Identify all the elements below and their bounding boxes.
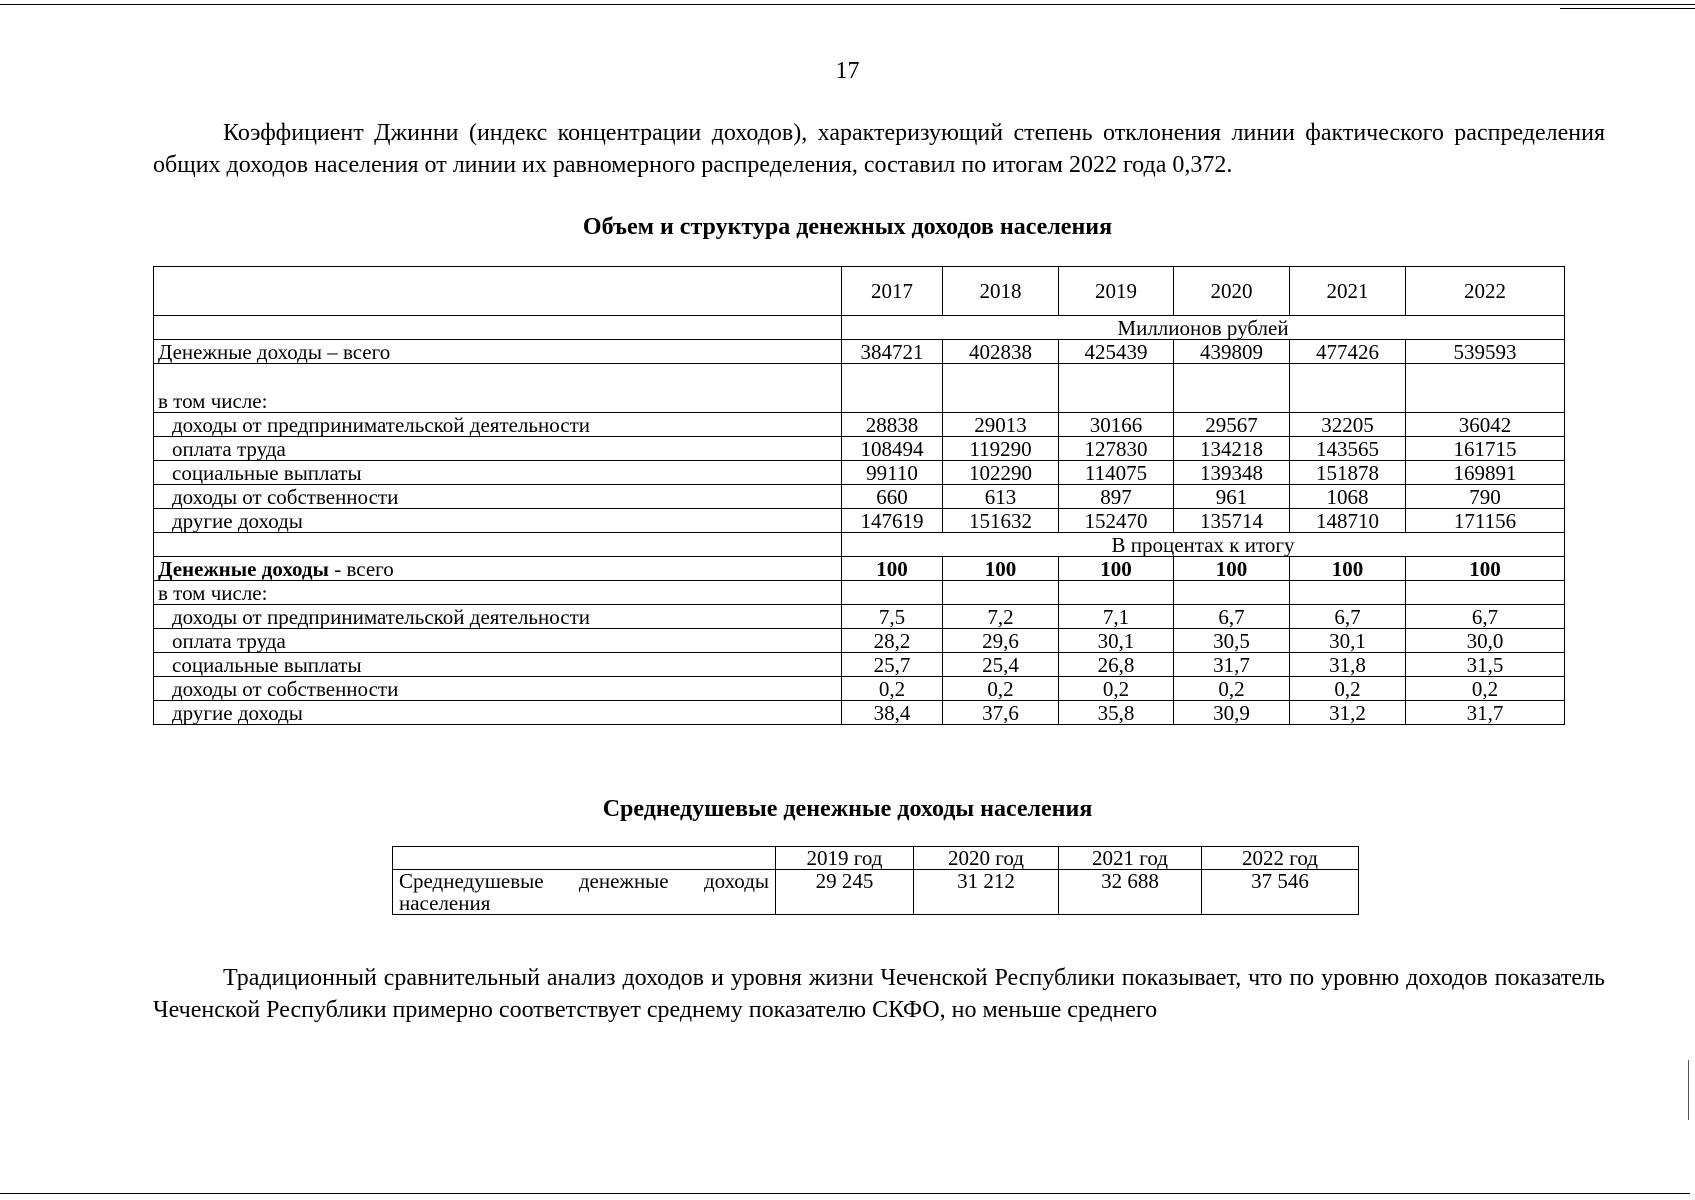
- bottom-scan-line: [0, 1193, 1690, 1194]
- value-cell: 35,8: [1059, 701, 1174, 725]
- unit-millions: Миллионов рублей: [842, 316, 1565, 340]
- value-cell: 139348: [1174, 461, 1290, 485]
- value-cell: 790: [1406, 485, 1565, 509]
- row-label: Среднедушевые денежные доходы населения: [393, 870, 776, 915]
- table-row: [154, 461, 1565, 485]
- unit-label-cell: [154, 533, 842, 557]
- value-cell: 119290: [943, 437, 1059, 461]
- value-cell: 29567: [1174, 413, 1290, 437]
- page-number: 17: [835, 58, 860, 84]
- year-header: 2019 год: [776, 847, 914, 870]
- value-cell: 6,7: [1174, 605, 1290, 629]
- value-cell: 31,5: [1406, 653, 1565, 677]
- row-label: социальные выплаты: [154, 461, 842, 485]
- value-cell: 7,5: [842, 605, 943, 629]
- value-cell: 108494: [842, 437, 943, 461]
- empty-cell: [1290, 581, 1406, 605]
- empty-cell: [1174, 364, 1290, 413]
- value-cell: 539593: [1406, 340, 1565, 364]
- table-row: [154, 653, 1565, 677]
- empty-cell: [1406, 364, 1565, 413]
- value-cell: 30,5: [1174, 629, 1290, 653]
- value-cell: 6,7: [1290, 605, 1406, 629]
- income-structure-table: [153, 266, 1565, 725]
- value-cell: 102290: [943, 461, 1059, 485]
- table-row: [154, 701, 1565, 725]
- year-header: 2018: [943, 267, 1059, 316]
- year-header: 2022: [1406, 267, 1565, 316]
- row-label: социальные выплаты: [154, 653, 842, 677]
- table-header-row: [154, 267, 1565, 316]
- table-row: [154, 581, 1565, 605]
- unit-row: [154, 316, 1565, 340]
- year-header: 2020 год: [914, 847, 1059, 870]
- value-cell: 148710: [1290, 509, 1406, 533]
- intro-paragraph: [153, 117, 1605, 181]
- value-cell: 100: [1290, 557, 1406, 581]
- value-cell: 30166: [1059, 413, 1174, 437]
- value-cell: 114075: [1059, 461, 1174, 485]
- empty-cell: [943, 364, 1059, 413]
- value-cell: 36042: [1406, 413, 1565, 437]
- value-cell: 100: [1174, 557, 1290, 581]
- closing-paragraph-text: Традиционный сравнительный анализ доходов и уровня жизни Чеченской Республики показывает, что по уровню доходов показатель Чеченской Республики примерно соответствует среднему показателю СКФО, но меньше среднего: [153, 965, 1605, 1023]
- table-row: [154, 557, 1565, 581]
- value-cell: 26,8: [1059, 653, 1174, 677]
- value-cell: 0,2: [1290, 677, 1406, 701]
- row-label: в том числе:: [154, 581, 842, 605]
- value-cell: 29013: [943, 413, 1059, 437]
- value-cell: 25,7: [842, 653, 943, 677]
- row-label: другие доходы: [154, 509, 842, 533]
- table-row: [154, 629, 1565, 653]
- value-cell: 1068: [1290, 485, 1406, 509]
- unit-label-cell: [154, 316, 842, 340]
- value-cell: 30,1: [1059, 629, 1174, 653]
- unit-percent: В процентах к итогу: [842, 533, 1565, 557]
- empty-cell: [943, 581, 1059, 605]
- value-cell: 425439: [1059, 340, 1174, 364]
- row-label: доходы от собственности: [154, 485, 842, 509]
- value-cell: 31,8: [1290, 653, 1406, 677]
- row-label: оплата труда: [154, 437, 842, 461]
- table-row: [154, 485, 1565, 509]
- year-header: 2021 год: [1059, 847, 1202, 870]
- table-row: [154, 413, 1565, 437]
- value-cell: 25,4: [943, 653, 1059, 677]
- value-cell: 29,6: [943, 629, 1059, 653]
- value-cell: 151632: [943, 509, 1059, 533]
- year-header: 2020: [1174, 267, 1290, 316]
- row-label: Денежные доходы – всего: [154, 340, 842, 364]
- value-cell: 7,1: [1059, 605, 1174, 629]
- value-cell: 32205: [1290, 413, 1406, 437]
- value-cell: 135714: [1174, 509, 1290, 533]
- row-label: [154, 557, 842, 581]
- year-header: 2022 год: [1202, 847, 1359, 870]
- table-row: [154, 509, 1565, 533]
- table-row: [154, 340, 1565, 364]
- value-cell: 0,2: [943, 677, 1059, 701]
- value-cell: 31,7: [1174, 653, 1290, 677]
- value-cell: 100: [842, 557, 943, 581]
- value-cell: 28,2: [842, 629, 943, 653]
- table-row: [154, 677, 1565, 701]
- value-cell: 31,2: [1290, 701, 1406, 725]
- intro-paragraph-text: Коэффициент Джинни (индекс концентрации доходов), характеризующий степень отклонения линии фактического распределения общих доходов населения от линии их равномерного распределения, составил по итогам 2022 года 0,372.: [153, 120, 1605, 178]
- value-cell: 30,9: [1174, 701, 1290, 725]
- value-cell: 29 245: [776, 870, 914, 915]
- value-cell: 99110: [842, 461, 943, 485]
- value-cell: 134218: [1174, 437, 1290, 461]
- value-cell: 169891: [1406, 461, 1565, 485]
- value-cell: 0,2: [1059, 677, 1174, 701]
- value-cell: 30,1: [1290, 629, 1406, 653]
- value-cell: 143565: [1290, 437, 1406, 461]
- header-corner-cell: [154, 267, 842, 316]
- value-cell: 613: [943, 485, 1059, 509]
- year-header: 2017: [842, 267, 943, 316]
- header-corner-cell: [393, 847, 776, 870]
- year-header: 2019: [1059, 267, 1174, 316]
- value-cell: 37,6: [943, 701, 1059, 725]
- value-cell: 660: [842, 485, 943, 509]
- table-row: [154, 364, 1565, 413]
- value-cell: 37 546: [1202, 870, 1359, 915]
- value-cell: 38,4: [842, 701, 943, 725]
- table-header-row: [393, 847, 1359, 870]
- value-cell: 384721: [842, 340, 943, 364]
- value-cell: 31,7: [1406, 701, 1565, 725]
- table2-title: Среднедушевые денежные доходы населения: [602, 796, 1093, 822]
- top-scan-line: [0, 4, 1695, 5]
- value-cell: 6,7: [1406, 605, 1565, 629]
- value-cell: 127830: [1059, 437, 1174, 461]
- value-cell: 100: [1059, 557, 1174, 581]
- row-label: в том числе:: [154, 364, 842, 413]
- value-cell: 961: [1174, 485, 1290, 509]
- value-cell: 151878: [1290, 461, 1406, 485]
- year-header: 2021: [1290, 267, 1406, 316]
- scan-edge-mark: [1688, 1060, 1689, 1120]
- top-scan-line-2: [1560, 8, 1695, 9]
- value-cell: 7,2: [943, 605, 1059, 629]
- row-label: оплата труда: [154, 629, 842, 653]
- empty-cell: [1290, 364, 1406, 413]
- value-cell: 0,2: [1406, 677, 1565, 701]
- empty-cell: [1059, 364, 1174, 413]
- value-cell: 477426: [1290, 340, 1406, 364]
- row-label-rest: - всего: [328, 556, 394, 581]
- value-cell: 897: [1059, 485, 1174, 509]
- value-cell: 439809: [1174, 340, 1290, 364]
- value-cell: 171156: [1406, 509, 1565, 533]
- row-label: доходы от предпринимательской деятельности: [154, 413, 842, 437]
- table1-title: Объем и структура денежных доходов населения: [582, 214, 1113, 240]
- table-row: [393, 870, 1359, 915]
- empty-cell: [1174, 581, 1290, 605]
- closing-paragraph: [153, 962, 1605, 1026]
- row-label: доходы от предпринимательской деятельности: [154, 605, 842, 629]
- per-capita-income-table: [392, 846, 1359, 915]
- empty-cell: [842, 364, 943, 413]
- value-cell: 28838: [842, 413, 943, 437]
- empty-cell: [842, 581, 943, 605]
- value-cell: 31 212: [914, 870, 1059, 915]
- table-row: [154, 605, 1565, 629]
- row-label-bold: Денежные доходы: [158, 556, 329, 581]
- row-label: доходы от собственности: [154, 677, 842, 701]
- value-cell: 152470: [1059, 509, 1174, 533]
- value-cell: 161715: [1406, 437, 1565, 461]
- empty-cell: [1406, 581, 1565, 605]
- unit-row: [154, 533, 1565, 557]
- empty-cell: [1059, 581, 1174, 605]
- value-cell: 100: [943, 557, 1059, 581]
- table-row: [154, 437, 1565, 461]
- value-cell: 402838: [943, 340, 1059, 364]
- value-cell: 147619: [842, 509, 943, 533]
- row-label: другие доходы: [154, 701, 842, 725]
- value-cell: 30,0: [1406, 629, 1565, 653]
- value-cell: 100: [1406, 557, 1565, 581]
- value-cell: 32 688: [1059, 870, 1202, 915]
- value-cell: 0,2: [1174, 677, 1290, 701]
- value-cell: 0,2: [842, 677, 943, 701]
